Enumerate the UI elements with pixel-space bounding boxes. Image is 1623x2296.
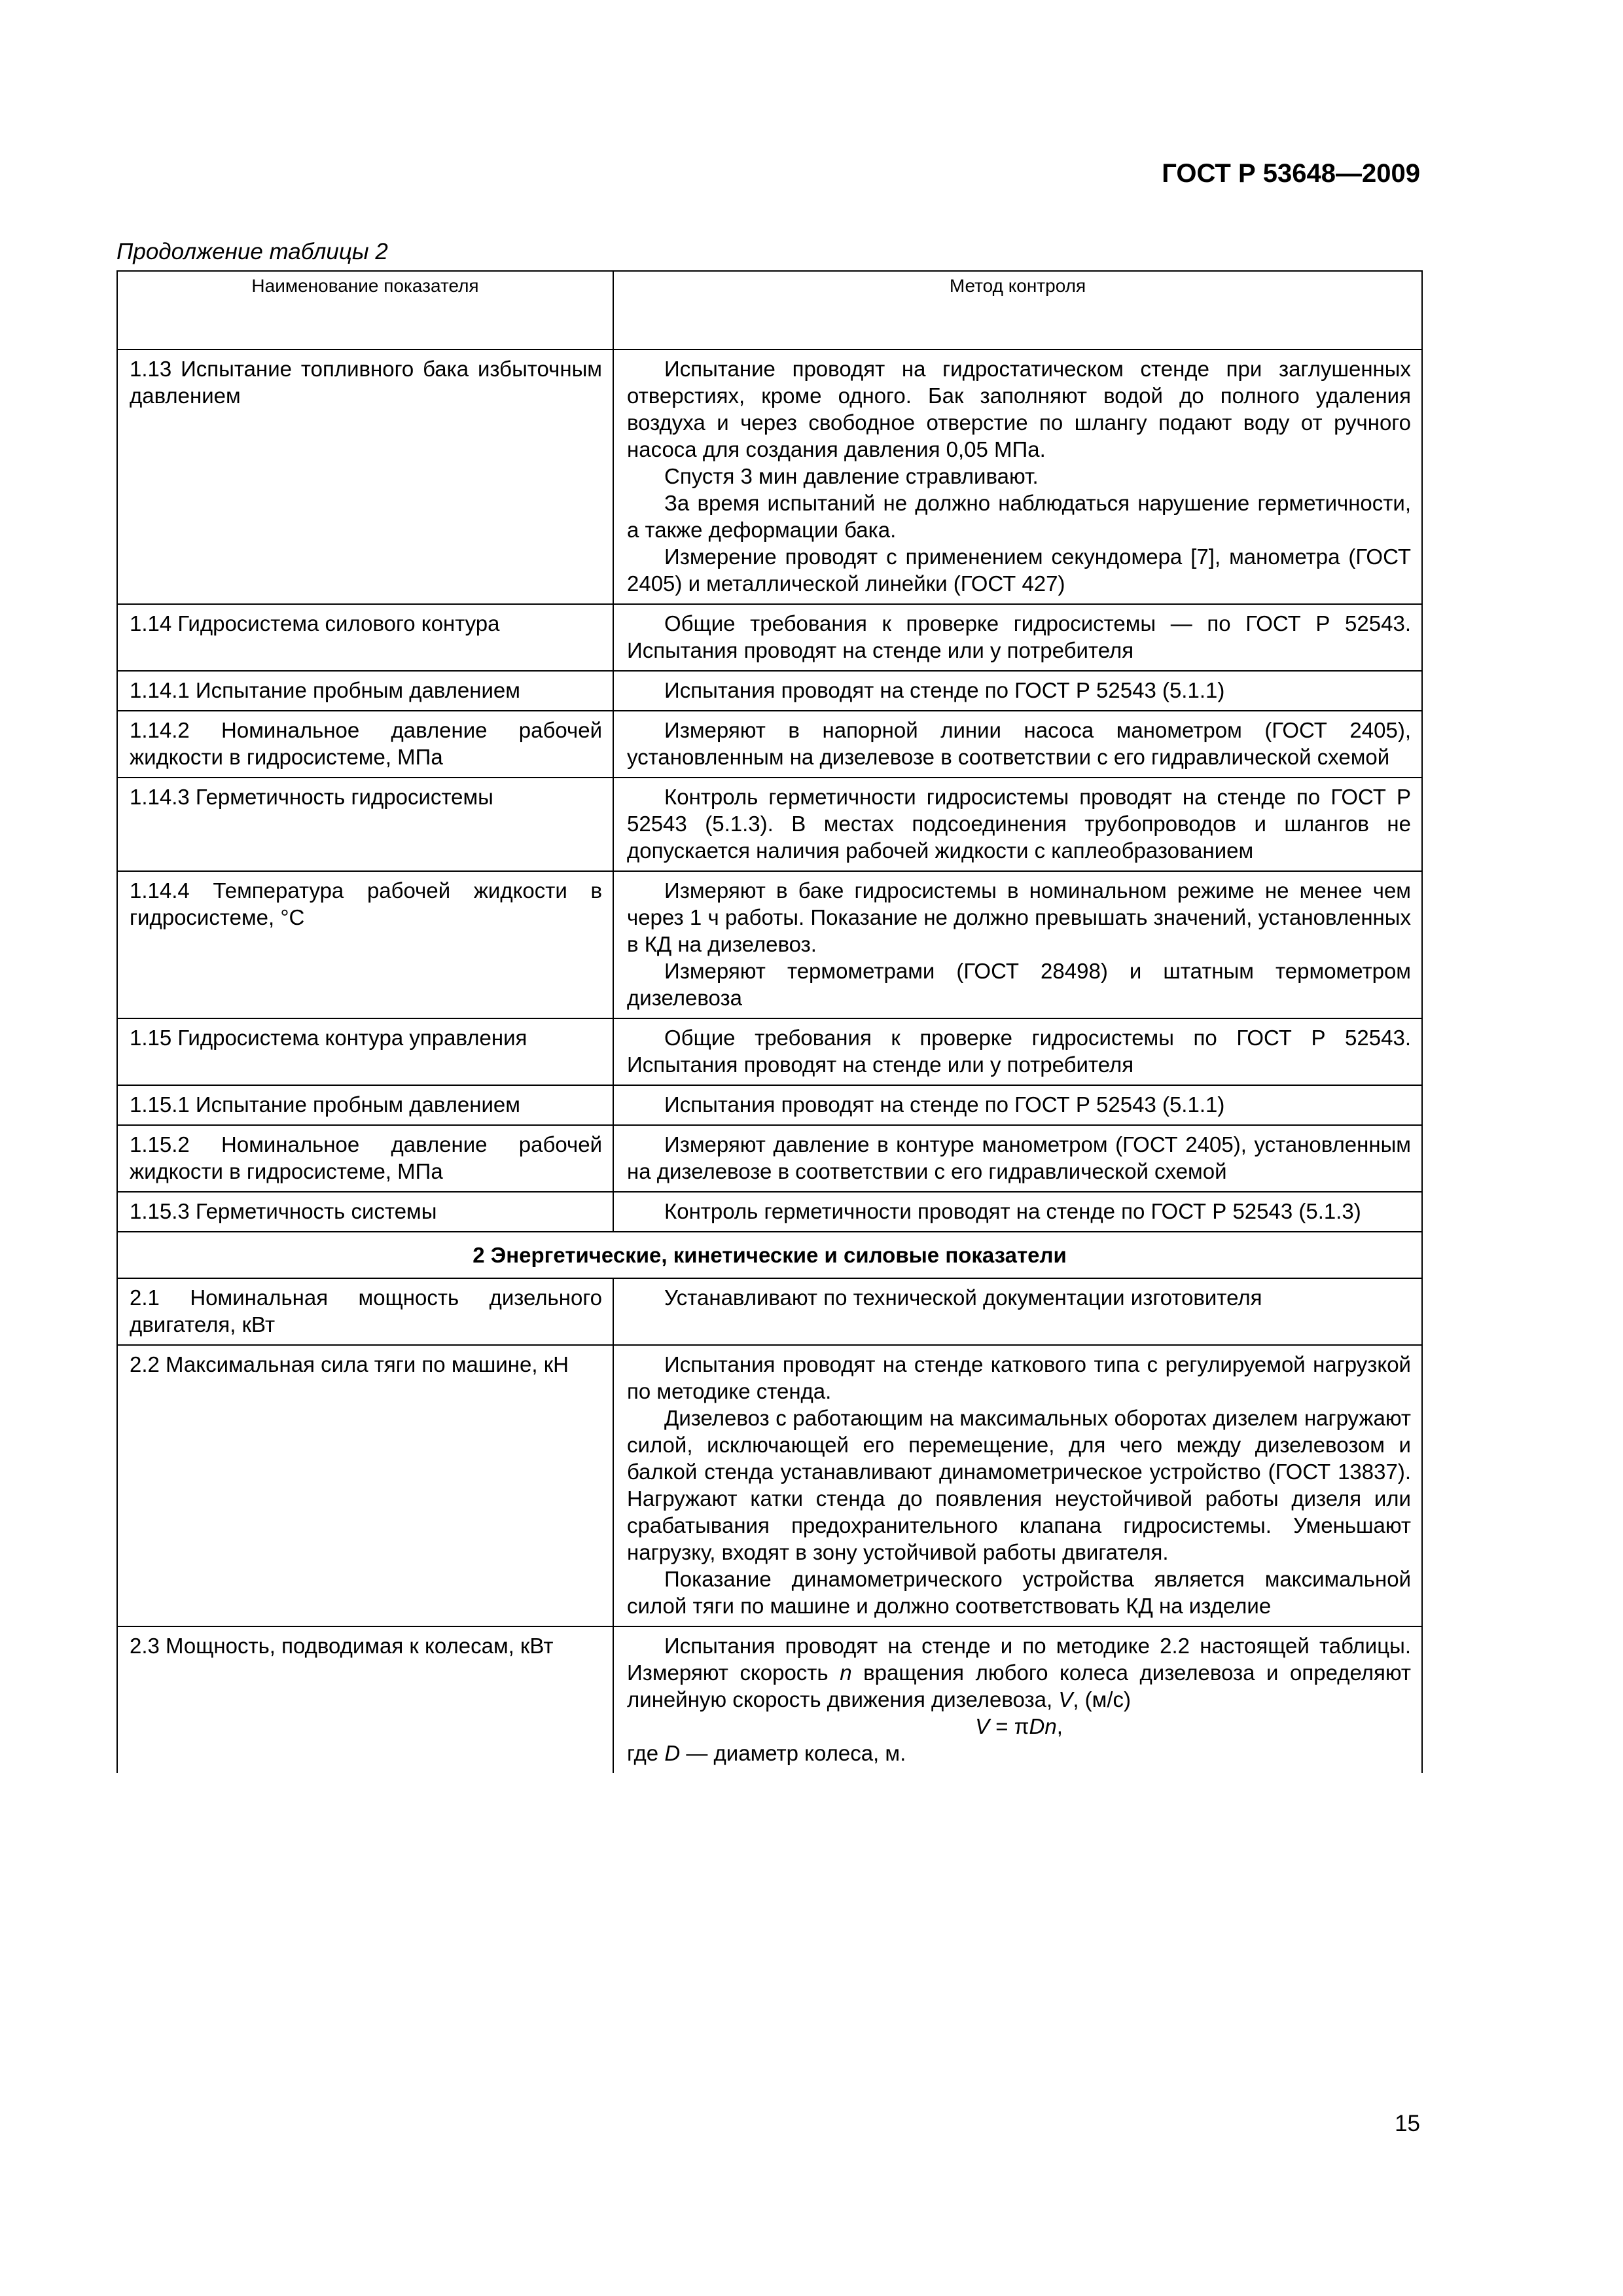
table-row — [117, 1018, 1422, 1085]
table-row — [117, 1626, 1422, 1773]
section-row — [117, 1232, 1422, 1278]
method-paragraph: Спустя 3 мин давление стравливают. — [664, 464, 1039, 488]
indicator-cell: 1.15 Гидросистема контура управления — [117, 1018, 613, 1085]
formula-eq: = π — [990, 1714, 1029, 1738]
method-paragraph: За время испытаний не должно наблюдаться нарушение герметичности, а также деформации бака. — [627, 491, 1411, 542]
text-run: Испытания проводят на стенде и по методике 2.2 настоящей таблицы. Измеряют скорость — [627, 1634, 1411, 1685]
indicator-cell: 1.14 Гидросистема силового контура — [117, 604, 613, 671]
variable-v: V — [1058, 1687, 1073, 1712]
method-paragraph: Общие требования к проверке гидросистемы по ГОСТ Р 52543. Испытания проводят на стенде или у потребителя — [627, 1026, 1411, 1077]
table-row — [117, 671, 1422, 711]
method-cell — [613, 671, 1422, 711]
method-cell — [613, 1192, 1422, 1232]
method-paragraph: Дизелевоз с работающим на максимальных оборотах дизелем нагружают силой, исключающей его перемещение, для чего между дизелевозом и балкой стенда устанавливают динамометрическое устройство (ГОСТ 13837). Нагружают катки стенда до появления неустойчивой работы дизеля или срабатывания предохранительного клапана гидросистемы. Уменьшают нагрузку, входят в зону устойчивой работы двигателя. — [627, 1406, 1411, 1564]
method-paragraph: Измеряют в баке гидросистемы в номинальном режиме не менее чем через 1 ч работы. Показание не должно превышать значений, установленных в КД на дизелевоз. — [627, 878, 1411, 956]
method-paragraph: Устанавливают по технической документации изготовителя — [664, 1285, 1262, 1310]
method-cell — [613, 1278, 1422, 1345]
table-row — [117, 871, 1422, 1018]
table-row — [117, 711, 1422, 778]
method-paragraph: Контроль герметичности проводят на стенде по ГОСТ Р 52543 (5.1.3) — [664, 1199, 1361, 1223]
table-continuation-caption: Продолжение таблицы 2 — [116, 239, 388, 264]
method-paragraph — [627, 1632, 1411, 1713]
table-row — [117, 778, 1422, 871]
indicator-cell: 1.14.2 Номинальное давление рабочей жидкости в гидросистеме, МПа — [117, 711, 613, 778]
method-paragraph: Испытания проводят на стенде каткового типа с регулируемой нагрузкой по методике стенда. — [627, 1352, 1411, 1403]
where-clause — [627, 1740, 1411, 1767]
text-run: вращения любого колеса дизелевоза и определяют линейную скорость движения дизелевоза, — [627, 1660, 1411, 1712]
table-row — [117, 350, 1422, 604]
method-cell — [613, 350, 1422, 604]
indicator-cell: 1.15.3 Герметичность системы — [117, 1192, 613, 1232]
method-paragraph: Общие требования к проверке гидросистемы — по ГОСТ Р 52543. Испытания проводят на стенде или у потребителя — [627, 611, 1411, 662]
table-row — [117, 1192, 1422, 1232]
method-cell — [613, 1125, 1422, 1192]
method-paragraph: Измеряют в напорной линии насоса манометром (ГОСТ 2405), установленным на дизелевозе в соответствии с его гидравлической схемой — [627, 718, 1411, 769]
indicator-cell: 2.2 Максимальная сила тяги по машине, кН — [117, 1345, 613, 1626]
method-paragraph: Испытания проводят на стенде по ГОСТ Р 52543 (5.1.1) — [664, 1092, 1225, 1117]
section-heading: 2 Энергетические, кинетические и силовые показатели — [117, 1232, 1422, 1278]
indicator-cell: 1.14.1 Испытание пробным давлением — [117, 671, 613, 711]
formula-tail: , — [1056, 1714, 1063, 1738]
method-cell — [613, 1345, 1422, 1626]
method-paragraph: Измеряют давление в контуре манометром (ГОСТ 2405), установленным на дизелевозе в соответствии с его гидравлической схемой — [627, 1132, 1411, 1183]
method-cell — [613, 1018, 1422, 1085]
method-paragraph: Измерение проводят с применением секундомера [7], манометра (ГОСТ 2405) и металлической линейки (ГОСТ 427) — [627, 545, 1411, 596]
column-header-indicator: Наименование показателя — [117, 271, 613, 350]
indicator-cell: 1.14.4 Температура рабочей жидкости в гидросистеме, °С — [117, 871, 613, 1018]
column-header-method: Метод контроля — [613, 271, 1422, 350]
method-cell — [613, 1085, 1422, 1125]
control-methods-table — [116, 270, 1423, 1773]
method-paragraph: Испытание проводят на гидростатическом стенде при заглушенных отверстиях, кроме одного. Бак заполняют водой до полного удаления воздуха и через свободное отверстие по шлангу подают воду от ручного насоса для создания давления 0,05 МПа. — [627, 357, 1411, 461]
table-row — [117, 1278, 1422, 1345]
method-paragraph: Показание динамометрического устройства является максимальной силой тяги по машине и должно соответствовать КД на изделие — [627, 1567, 1411, 1618]
table-row — [117, 1125, 1422, 1192]
method-paragraph: Измеряют термометрами (ГОСТ 28498) и штатным термометром дизелевоза — [627, 959, 1411, 1010]
variable-n: n — [840, 1660, 852, 1685]
indicator-cell: 1.14.3 Герметичность гидросистемы — [117, 778, 613, 871]
method-cell — [613, 778, 1422, 871]
method-cell — [613, 1626, 1422, 1773]
formula-lhs: V — [975, 1714, 990, 1738]
method-paragraph: Испытания проводят на стенде по ГОСТ Р 52543 (5.1.1) — [664, 678, 1225, 702]
document-code: ГОСТ Р 53648—2009 — [1162, 159, 1420, 188]
method-cell — [613, 711, 1422, 778]
page-number: 15 — [1395, 2111, 1420, 2136]
table-row — [117, 604, 1422, 671]
indicator-cell: 1.13 Испытание топливного бака избыточным давлением — [117, 350, 613, 604]
indicator-cell: 2.1 Номинальная мощность дизельного двигателя, кВт — [117, 1278, 613, 1345]
variable-d: D — [664, 1741, 681, 1765]
indicator-cell: 2.3 Мощность, подводимая к колесам, кВт — [117, 1626, 613, 1773]
method-cell — [613, 604, 1422, 671]
text-run: — диаметр колеса, м. — [680, 1741, 906, 1765]
table-header-row — [117, 271, 1422, 350]
table-row — [117, 1085, 1422, 1125]
formula-rhs: Dn — [1029, 1714, 1057, 1738]
formula — [627, 1713, 1411, 1740]
method-cell — [613, 871, 1422, 1018]
indicator-cell: 1.15.1 Испытание пробным давлением — [117, 1085, 613, 1125]
text-run: где — [627, 1741, 665, 1765]
table-row — [117, 1345, 1422, 1626]
method-paragraph: Контроль герметичности гидросистемы проводят на стенде по ГОСТ Р 52543 (5.1.3). В местах подсоединения трубопроводов и шлангов не допускается наличия рабочей жидкости с каплеобразованием — [627, 785, 1411, 863]
indicator-cell: 1.15.2 Номинальное давление рабочей жидкости в гидросистеме, МПа — [117, 1125, 613, 1192]
text-run: , (м/с) — [1073, 1687, 1131, 1712]
